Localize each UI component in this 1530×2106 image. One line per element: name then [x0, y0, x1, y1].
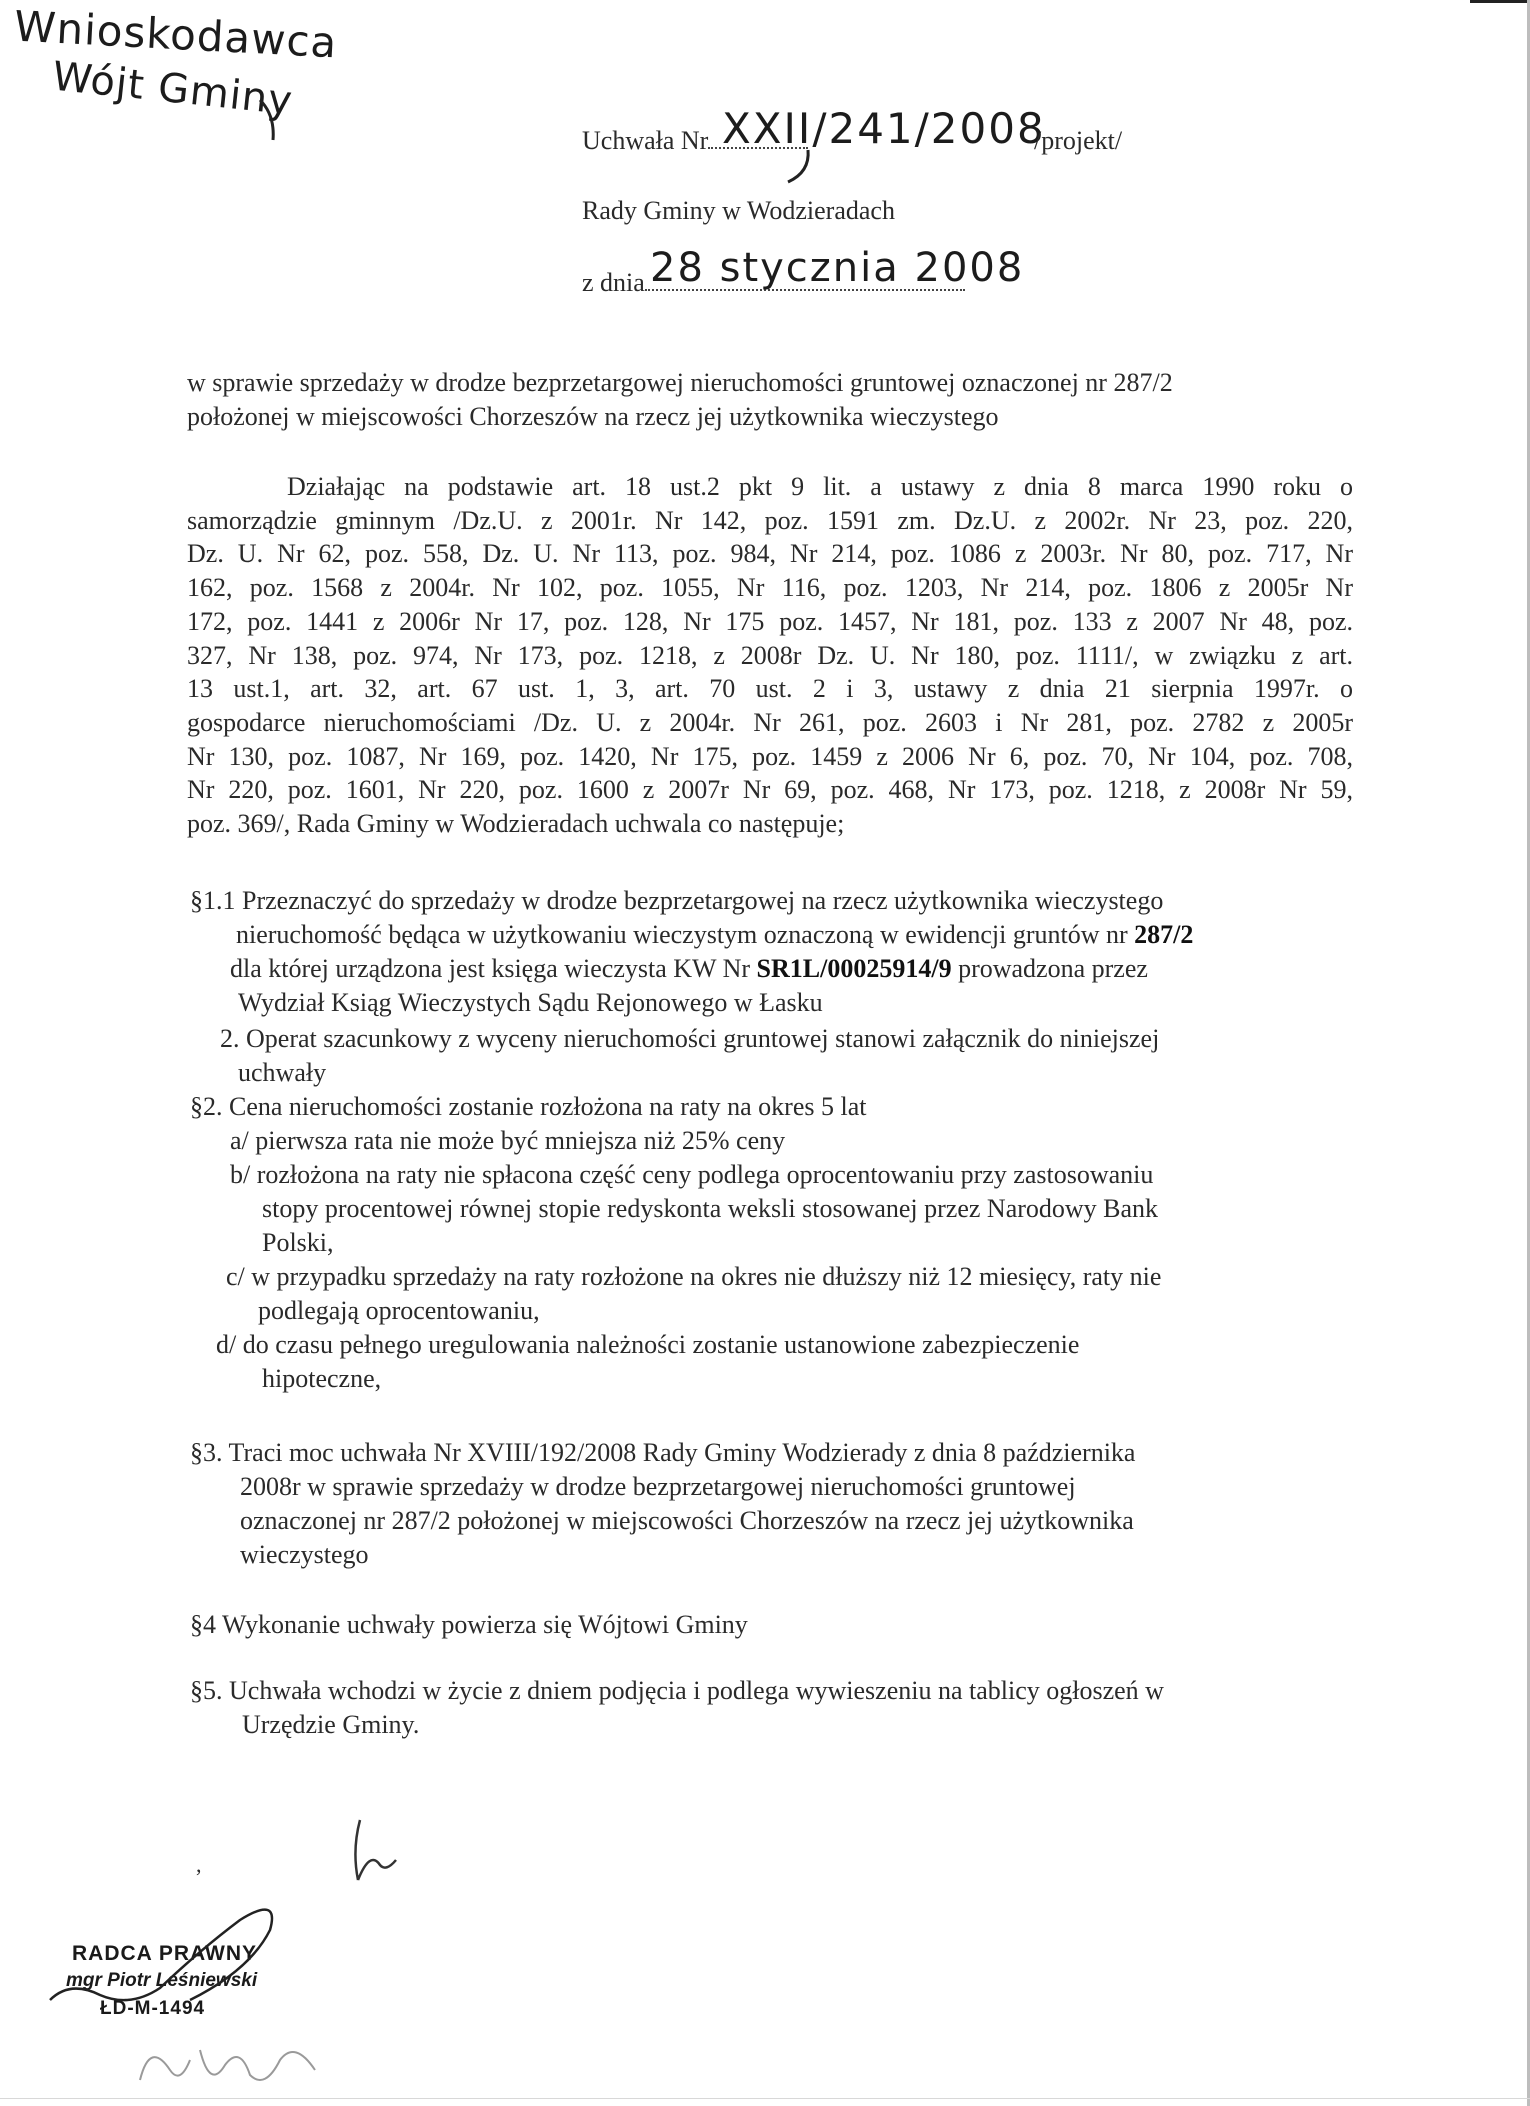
handwritten-applicant-title: Wójt Gminy — [50, 53, 296, 125]
section-2-c-line-1: c/ w przypadku sprzedaży na raty rozłożone na okres nie dłuższy niż 12 miesięcy, raty nie — [226, 1262, 1162, 1291]
handwritten-resolution-number: XXII/241/2008 — [722, 104, 1046, 153]
preamble-line: 13 ust.1, art. 32, art. 67 ust. 1, 3, art. 70 ust. 2 i 3, ustawy z dnia 21 sierpnia 1997r. o — [187, 674, 1353, 704]
section-3-line-2: 2008r w sprawie sprzedaży w drodze bezprzetargowej nieruchomości gruntowej — [240, 1472, 1076, 1501]
faint-signature-icon — [130, 2030, 330, 2100]
section-1-1-line-3: dla której urządzona jest księga wieczysta KW Nr SR1L/00025914/9 prowadzona przez — [230, 954, 1148, 983]
section-1-1-line-1: §1.1 Przeznaczyć do sprzedaży w drodze bezprzetargowej na rzecz użytkownika wieczystego — [190, 886, 1164, 915]
preamble-line: 162, poz. 1568 z 2004r. Nr 102, poz. 1055, Nr 116, poz. 1203, Nr 214, poz. 1806 z 2005r Nr — [187, 573, 1353, 603]
stamp-name: mgr Piotr Leśniewski — [66, 1970, 258, 1991]
section-1-1-line-2: nieruchomość będąca w użytkowaniu wieczystym oznaczoną w ewidencji gruntów nr 287/2 — [236, 920, 1194, 949]
section-4: §4 Wykonanie uchwały powierza się Wójtowi Gminy — [190, 1610, 748, 1639]
section-3-line-3: oznaczonej nr 287/2 położonej w miejscowości Chorzeszów na rzecz jej użytkownika — [240, 1506, 1134, 1535]
subject-line-2: położonej w miejscowości Chorzeszów na rzecz jej użytkownika wieczystego — [187, 402, 999, 431]
resolution-date: z dnia — [582, 268, 965, 298]
comma-mark: , — [196, 1852, 202, 1877]
section-2-b-line-3: Polski, — [262, 1228, 334, 1257]
section-3-line-4: wieczystego — [240, 1540, 369, 1569]
section-2-line-1: §2. Cena nieruchomości zostanie rozłożona na raty na okres 5 lat — [190, 1092, 867, 1121]
section-2-d-line-1: d/ do czasu pełnego uregulowania należności zostanie ustanowione zabezpieczenie — [216, 1330, 1080, 1359]
section-1-2-line-2: uchwały — [238, 1058, 327, 1087]
handwritten-initials-icon — [340, 1810, 410, 1890]
scan-edge-top-right — [1470, 0, 1530, 3]
section-5-line-2: Urzędzie Gminy. — [242, 1710, 420, 1739]
parcel-number: 287/2 — [1134, 920, 1194, 949]
draft-note: /projekt/ — [1034, 126, 1123, 155]
preamble-line: samorządzie gminnym /Dz.U. z 2001r. Nr 142, poz. 1591 zm. Dz.U. z 2002r. Nr 23, poz. 220, — [187, 505, 1353, 535]
preamble-line: poz. 369/, Rada Gminy w Wodzieradach uchwala co następuje; — [187, 809, 845, 839]
section-1-1-line-4: Wydział Ksiąg Wieczystych Sądu Rejonowego w Łasku — [238, 988, 823, 1017]
bottom-faint-line — [0, 2098, 1530, 2099]
stamp-title: RADCA PRAWNY — [72, 1942, 258, 1965]
section-2-c-line-2: podlegają oprocentowaniu, — [258, 1296, 540, 1325]
preamble-line: Nr 130, poz. 1087, Nr 169, poz. 1420, Nr 175, poz. 1459 z 2006 Nr 6, poz. 70, Nr 104, poz. 708, — [187, 741, 1353, 771]
resolution-title: Uchwała Nr — [582, 126, 808, 156]
section-2-a: a/ pierwsza rata nie może być mniejsza niż 25% ceny — [230, 1126, 786, 1155]
subject-line-1: w sprawie sprzedaży w drodze bezprzetargowej nieruchomości gruntowej oznaczonej nr 287/2 — [187, 368, 1173, 397]
legal-basis-paragraph — [187, 470, 1353, 841]
preamble-line: 327, Nr 138, poz. 974, Nr 173, poz. 1218, z 2008r Dz. U. Nr 180, poz. 1111/, w związku z art. — [187, 640, 1353, 670]
handwritten-stroke-icon — [255, 95, 295, 145]
stamp-id: ŁD-M-1494 — [100, 1998, 206, 2019]
preamble-line: 172, poz. 1441 z 2006r Nr 17, poz. 128, Nr 175 poz. 1457, Nr 181, poz. 133 z 2007 Nr 48, poz. — [187, 606, 1353, 636]
preamble-line: Nr 220, poz. 1601, Nr 220, poz. 1600 z 2007r Nr 69, poz. 468, Nr 173, poz. 1218, z 2008r Nr 59, — [187, 775, 1353, 805]
section-2-b-line-2: stopy procentowej równej stopie redyskonta weksli stosowanej przez Narodowy Bank — [262, 1194, 1159, 1223]
handwritten-resolution-date: 28 stycznia 2008 — [650, 245, 1025, 291]
handwritten-slash-icon — [780, 142, 830, 192]
handwritten-applicant: Wnioskodawca — [12, 1, 339, 68]
council-name: Rady Gminy w Wodzieradach — [582, 196, 895, 225]
preamble-line: Działając na podstawie art. 18 ust.2 pkt 9 lit. a ustawy z dnia 8 marca 1990 roku o — [287, 472, 1353, 501]
section-5-line-1: §5. Uchwała wchodzi w życie z dniem podjęcia i podlega wywieszeniu na tablicy ogłoszeń w — [190, 1676, 1164, 1705]
preamble-line: gospodarce nieruchomościami /Dz. U. z 2004r. Nr 261, poz. 2603 i Nr 281, poz. 2782 z 2005r — [187, 707, 1353, 737]
section-3-line-1: §3. Traci moc uchwała Nr XVIII/192/2008 Rady Gminy Wodzierady z dnia 8 października — [190, 1438, 1136, 1467]
section-2-b-line-1: b/ rozłożona na raty nie spłacona część ceny podlega oprocentowaniu przy zastosowaniu — [230, 1160, 1154, 1189]
section-1-2-line-1: 2. Operat szacunkowy z wyceny nieruchomości gruntowej stanowi załącznik do niniejszej — [220, 1024, 1160, 1053]
preamble-line: Dz. U. Nr 62, poz. 558, Dz. U. Nr 113, poz. 984, Nr 214, poz. 1086 z 2003r. Nr 80, poz. 717, Nr — [187, 539, 1353, 569]
signature-icon — [40, 1890, 300, 2020]
land-register-number: SR1L/00025914/9 — [756, 954, 952, 983]
section-2-d-line-2: hipoteczne, — [262, 1364, 382, 1393]
